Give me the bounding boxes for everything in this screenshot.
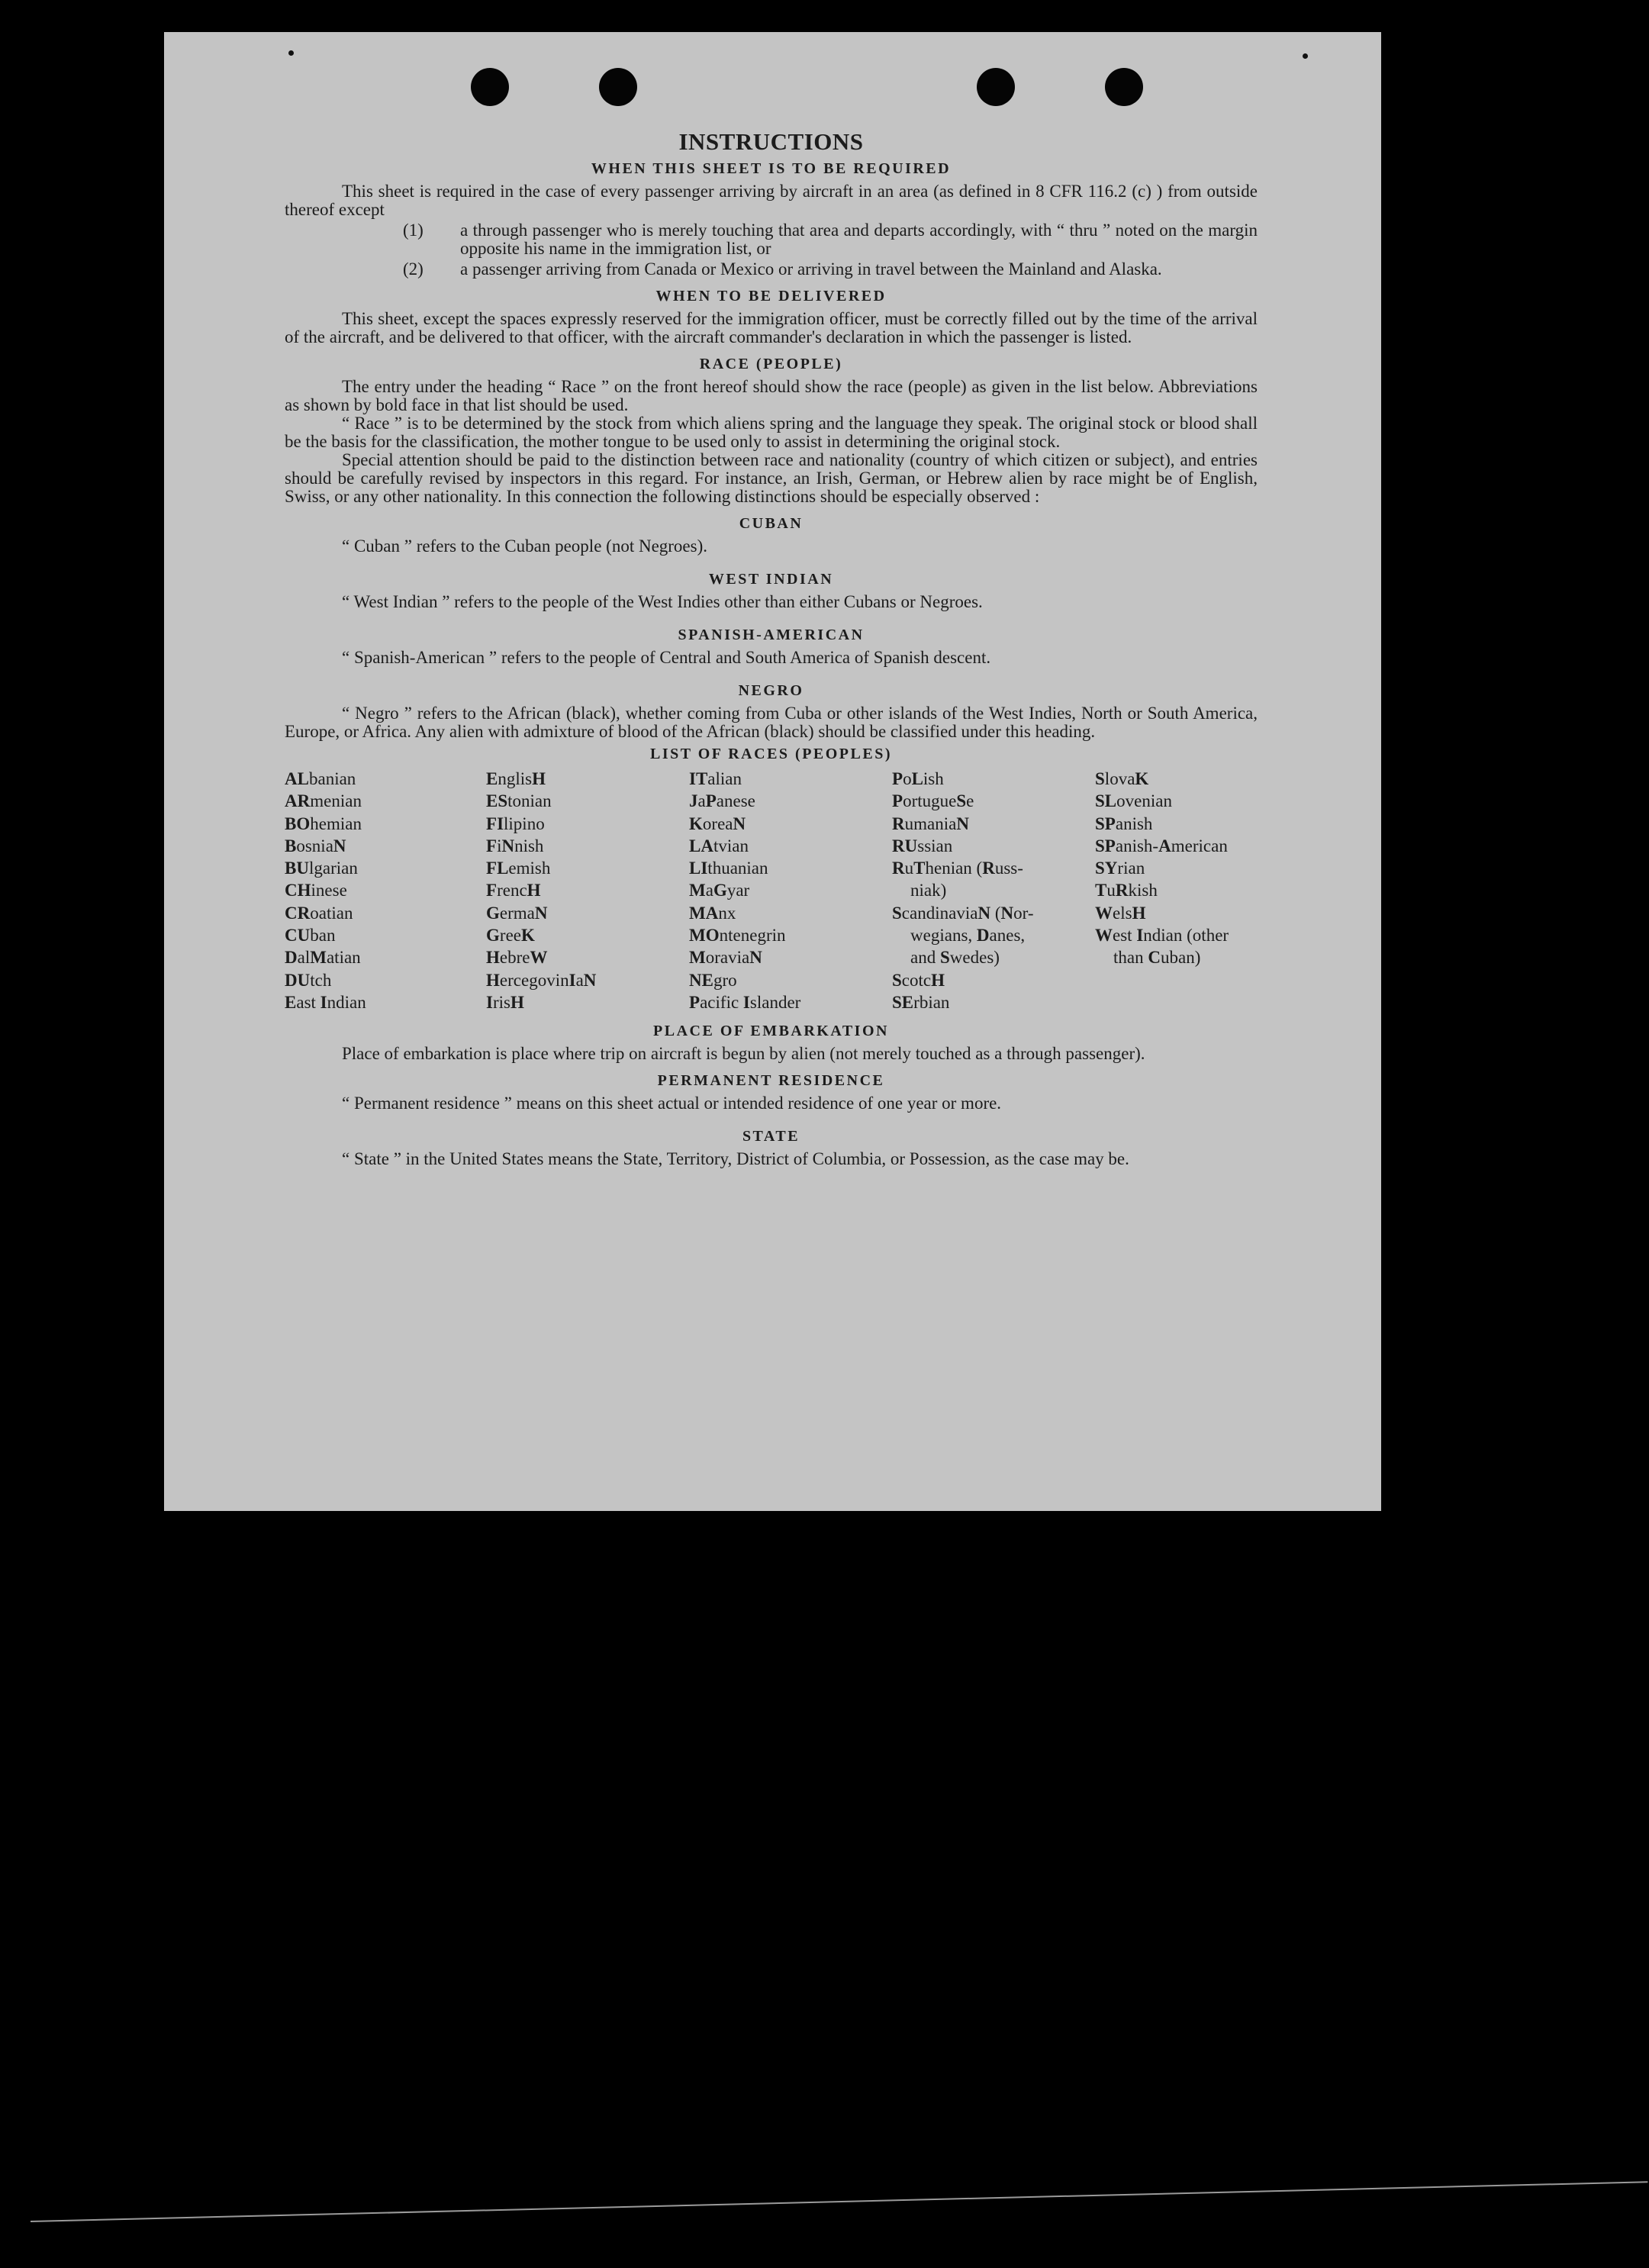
race-entry: SYrian: [1095, 859, 1145, 878]
race-entry: HebreW: [486, 948, 548, 968]
heading-negro: NEGRO: [738, 682, 804, 699]
race-entry: ScandinaviaN (Nor-: [892, 903, 1034, 923]
race-entry: DalMatian: [285, 948, 361, 968]
race-entry: GreeK: [486, 926, 535, 946]
race-entry: EStonian: [486, 791, 552, 811]
race-entry: ALbanian: [285, 769, 356, 788]
speck: [288, 50, 294, 56]
race-entry: JaPanese: [689, 791, 755, 811]
race-entry: RuThenian (Russ-: [892, 859, 1023, 878]
race-entry: BosniaN: [285, 836, 346, 855]
race-entry: MoraviaN: [689, 948, 762, 968]
race-entry: HercegovinIaN: [486, 970, 597, 990]
heading-state: STATE: [742, 1128, 800, 1145]
race-entry: East Indian: [285, 992, 366, 1012]
race-entry: MOntenegrin: [689, 926, 786, 946]
races-column: [486, 768, 689, 1013]
heading-when-required: WHEN THIS SHEET IS TO BE REQUIRED: [591, 160, 952, 177]
race-entry: BOhemian: [285, 813, 362, 833]
race-entry: FiNnish: [486, 836, 544, 855]
heading-west-indian: WEST INDIAN: [708, 571, 834, 588]
race-entry: LIthuanian: [689, 859, 768, 878]
punch-hole: [471, 68, 509, 106]
race-entry: CHinese: [285, 881, 347, 900]
race-entry: PoLish: [892, 769, 944, 788]
race-entry: GermaN: [486, 903, 548, 923]
race-entry: FIlipino: [486, 813, 545, 833]
negro-text: “ Negro ” refers to the African (black), whether coming from Cuba or other islands of the West Indies, North or South America, Europe, or Africa. Any alien with admixture of blood of the African (black) should be classified under this heading.: [285, 704, 1258, 741]
west-indian-text: “ West Indian ” refers to the people of the West Indies other than either Cubans or Negroes.: [342, 592, 983, 611]
race-entry: and Swedes): [910, 948, 1000, 968]
race-entry: SErbian: [892, 992, 950, 1012]
race-entry: West Indian (other: [1095, 926, 1229, 946]
race-entry: TuRkish: [1095, 881, 1158, 900]
race-entry: RUssian: [892, 836, 953, 855]
race-entry: Pacific Islander: [689, 992, 801, 1012]
spanish-american-text: “ Spanish-American ” refers to the people of Central and South America of Spanish descent.: [342, 648, 991, 667]
race-entry: FLemish: [486, 859, 551, 878]
race-entry: MaGyar: [689, 881, 750, 900]
races-column: [689, 768, 892, 1013]
residence-text: “ Permanent residence ” means on this sheet actual or intended residence of one year or more.: [342, 1094, 1002, 1113]
exception-text: a through passenger who is merely touching that area and departs accordingly, with “ thru ” noted on the margin opposite his name in the immigration list, or: [460, 221, 1258, 258]
exception-text: a passenger arriving from Canada or Mexico or arriving in travel between the Mainland and Alaska.: [460, 259, 1162, 279]
heading-spanish-american: SPANISH-AMERICAN: [678, 627, 865, 643]
race-entry: CUban: [285, 926, 336, 946]
exception-number: (2): [403, 259, 424, 279]
races-table: [285, 768, 1258, 1013]
race-paragraph: Special attention should be paid to the distinction between race and nationality (country of which citizen or subject), and entries should be carefully revised by inspectors in this regard. For instance, an Irish, German, or Hebrew alien by race might be of English, Swiss, or any other nationality. In this connection the following distinctions should be especially observed :: [285, 450, 1258, 506]
race-entry: FrencH: [486, 881, 541, 900]
heading-when-delivered: WHEN TO BE DELIVERED: [655, 288, 887, 304]
embarkation-text: Place of embarkation is place where trip on aircraft is begun by alien (not merely touched as a through passenger).: [342, 1044, 1145, 1064]
race-entry: NEgro: [689, 970, 737, 990]
instructions-body: [285, 128, 1258, 1168]
race-entry: BUlgarian: [285, 859, 358, 878]
when-required-intro: This sheet is required in the case of every passenger arriving by aircraft in an area (as defined in 8 CFR 116.2 (c) ) from outside thereof except: [285, 182, 1258, 219]
race-entry: WelsH: [1095, 903, 1146, 923]
races-column: [892, 768, 1095, 1013]
punch-hole: [1105, 68, 1143, 106]
exception-item-2: [285, 260, 1258, 279]
speck: [1303, 53, 1308, 59]
race-entry: LAtvian: [689, 836, 749, 855]
race-entry: ITalian: [689, 769, 742, 788]
race-entry: EnglisH: [486, 769, 546, 788]
race-entry: MAnx: [689, 903, 736, 923]
heading-permanent-residence: PERMANENT RESIDENCE: [657, 1072, 885, 1090]
race-entry: PortugueSe: [892, 791, 974, 811]
document-page: [164, 32, 1381, 1511]
race-entry: than Cuban): [1113, 948, 1201, 968]
races-column: [285, 768, 486, 1013]
race-entry: ScotcH: [892, 970, 945, 990]
race-entry: RumaniaN: [892, 813, 969, 833]
when-delivered-text: This sheet, except the spaces expressly reserved for the immigration officer, must be correctly filled out by the time of the arrival of the aircraft, and be delivered to that officer, with the aircraft commander's declaration in which the passenger is listed.: [285, 309, 1258, 346]
race-entry: ARmenian: [285, 791, 362, 811]
race-entry: KoreaN: [689, 813, 746, 833]
cuban-text: “ Cuban ” refers to the Cuban people (not Negroes).: [342, 536, 708, 556]
exception-item-1: [285, 221, 1258, 258]
race-entry: IrisH: [486, 992, 524, 1012]
race-paragraph: The entry under the heading “ Race ” on the front hereof should show the race (people) as given in the list below. Abbreviations as shown by bold face in that list should be used.: [285, 377, 1258, 414]
race-entry: SLovenian: [1095, 791, 1172, 811]
punch-hole: [599, 68, 637, 106]
heading-race: RACE (PEOPLE): [699, 356, 843, 372]
race-entry: SlovaK: [1095, 769, 1149, 788]
races-column: [1095, 768, 1258, 1013]
race-entry: wegians, Danes,: [910, 926, 1026, 946]
exception-number: (1): [403, 221, 424, 240]
race-entry: niak): [910, 881, 947, 900]
race-entry: SPanish-American: [1095, 836, 1228, 855]
state-text: “ State ” in the United States means the State, Territory, District of Columbia, or Possession, as the case may be.: [342, 1149, 1129, 1169]
race-paragraph: “ Race ” is to be determined by the stock from which aliens spring and the language they speak. The original stock or blood shall be the basis for the classification, the mother tongue to be used only to assist in determining the original stock.: [285, 414, 1258, 451]
scan-line: [31, 2181, 1647, 2222]
race-entry: DUtch: [285, 970, 332, 990]
heading-cuban: CUBAN: [739, 515, 804, 532]
race-entry: SPanish: [1095, 813, 1153, 833]
punch-hole: [977, 68, 1015, 106]
heading-list-of-races: LIST OF RACES (PEOPLES): [649, 746, 892, 762]
page-title: INSTRUCTIONS: [678, 128, 864, 155]
heading-embarkation: PLACE OF EMBARKATION: [653, 1023, 889, 1040]
race-entry: CRoatian: [285, 903, 353, 923]
